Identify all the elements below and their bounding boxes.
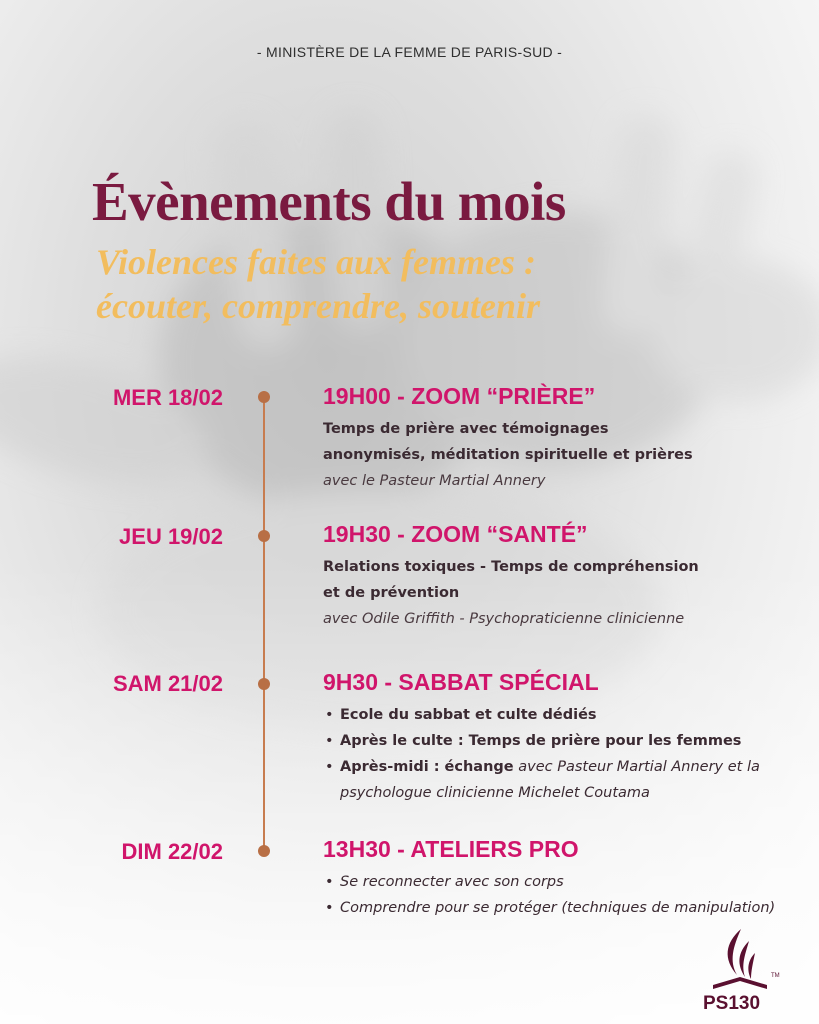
list-item: • Se reconnecter avec son corps xyxy=(323,869,793,895)
event-speaker: avec Odile Griffith - Psychopraticienne clinicienne xyxy=(323,611,685,627)
event-speaker: avec le Pasteur Martial Annery xyxy=(323,473,546,489)
timeline-line xyxy=(263,398,265,853)
page-subtitle xyxy=(96,240,776,328)
event-block xyxy=(323,669,793,806)
page-title: Évènements du mois xyxy=(92,171,566,232)
event-title: 9H30 - SABBAT SPÉCIAL xyxy=(323,669,599,695)
list-item: • Après-midi : échange avec Pasteur Martial Annery et la psychologue clinicienne Michelet Coutama xyxy=(323,754,793,806)
event-date: MER 18/02 xyxy=(112,385,223,410)
event-block xyxy=(323,521,793,632)
timeline-dot xyxy=(258,678,270,690)
event-date: SAM 21/02 xyxy=(112,671,223,696)
subtitle-line-2: écouter, comprendre, soutenir xyxy=(96,286,541,326)
flame-bible-icon xyxy=(713,929,767,989)
trademark-mark: TM xyxy=(771,973,780,979)
list-item: • Ecole du sabbat et culte dédiés xyxy=(323,702,793,728)
event-date: JEU 19/02 xyxy=(119,524,223,549)
event-title: 19H00 - ZOOM “PRIÈRE” xyxy=(323,383,596,409)
event-bullet-list xyxy=(323,869,793,921)
event-date: DIM 22/02 xyxy=(121,839,223,864)
event-title: 19H30 - ZOOM “SANTÉ” xyxy=(323,521,588,547)
logo-text: PS130 xyxy=(703,993,761,1014)
timeline-dot xyxy=(258,391,270,403)
event-block xyxy=(323,836,793,921)
subtitle-line-1: Violences faites aux femmes : xyxy=(96,242,536,282)
timeline-dot xyxy=(258,845,270,857)
event-title: 13H30 - ATELIERS PRO xyxy=(323,836,579,862)
event-bullet-list xyxy=(323,702,793,806)
ministry-label: - MINISTÈRE DE LA FEMME DE PARIS-SUD - xyxy=(256,44,563,60)
event-description: Temps de prière avec témoignages xyxy=(323,421,609,437)
ps130-logo xyxy=(695,925,785,1015)
list-item: • Comprendre pour se protéger (techniques de manipulation) xyxy=(323,895,793,921)
event-description: anonymisés, méditation spirituelle et prières xyxy=(323,447,693,463)
event-description: Relations toxiques - Temps de compréhension xyxy=(323,559,699,575)
event-block xyxy=(323,383,793,494)
list-item: • Après le culte : Temps de prière pour les femmes xyxy=(323,728,793,754)
timeline-dot xyxy=(258,530,270,542)
event-description: et de prévention xyxy=(323,585,460,601)
